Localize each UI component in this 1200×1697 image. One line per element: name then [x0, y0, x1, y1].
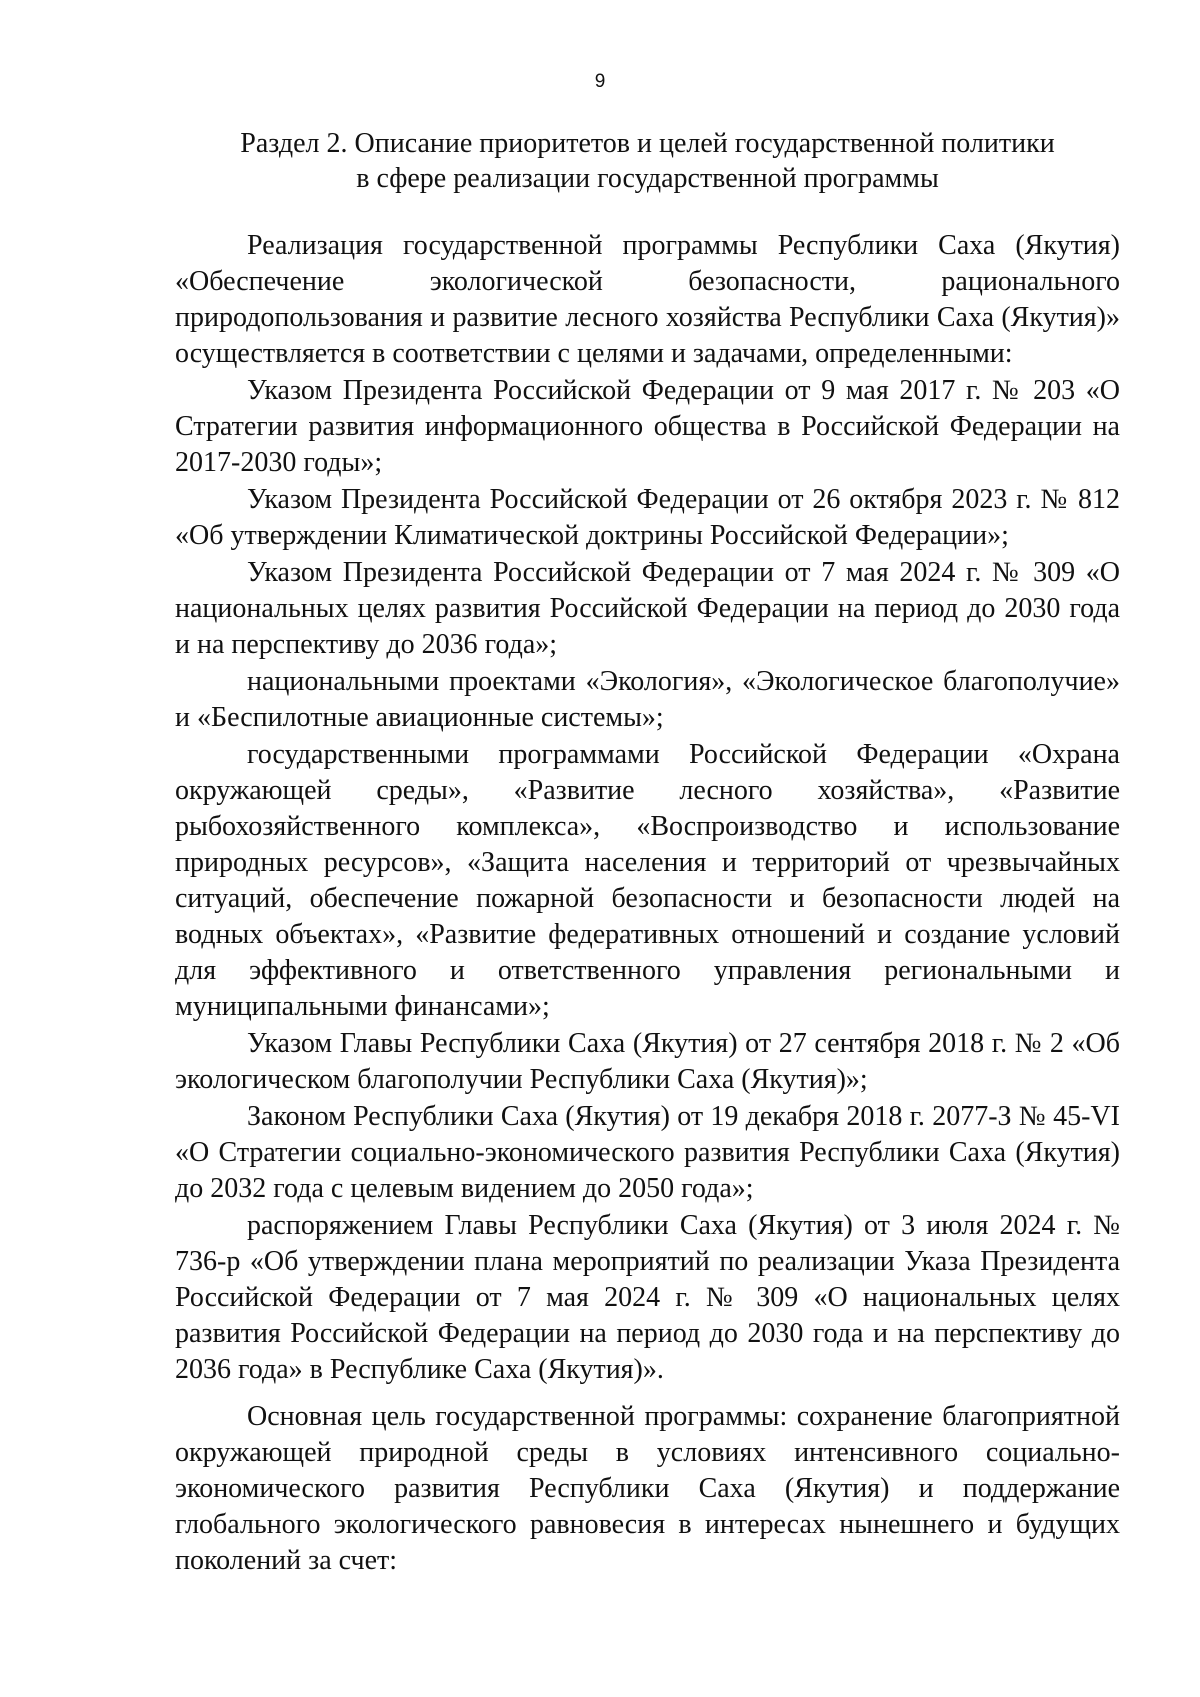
page-number: 9	[594, 71, 606, 92]
paragraph-national-projects: национальными проектами «Экология», «Экологическое благополучие» и «Беспилотные авиационные системы»;	[175, 666, 1120, 733]
section-heading	[175, 126, 1120, 196]
paragraph-order-2024: распоряжением Главы Республики Саха (Якутия) от 3 июля 2024 г. № 736-р «Об утверждении плана мероприятий по реализации Указа Президента Российской Федерации от 7 мая 2024 г. № 309 «О национальных целях развития Российской Федерации на период до 2030 года и на перспективу до 2036 года» в Республике Саха (Якутия)».	[175, 1210, 1120, 1385]
document-body	[175, 228, 1120, 1580]
section-heading-line-2: в сфере реализации государственной программы	[356, 163, 939, 194]
paragraph-decree-2017: Указом Президента Российской Федерации от 9 мая 2017 г. № 203 «О Стратегии развития информационного общества в Российской Федерации на 2017-2030 годы»;	[175, 375, 1120, 478]
paragraph-law-2018: Законом Республики Саха (Якутия) от 19 декабря 2018 г. 2077-З № 45-VI «О Стратегии социально-экономического развития Республики Саха (Якутия) до 2032 года с целевым видением до 2050 года»;	[175, 1101, 1120, 1204]
paragraph-decree-2024: Указом Президента Российской Федерации от 7 мая 2024 г. № 309 «О национальных целях развития Российской Федерации на период до 2030 года и на перспективу до 2036 года»;	[175, 557, 1120, 660]
paragraph-federal-programs: государственными программами Российской Федерации «Охрана окружающей среды», «Развитие лесного хозяйства», «Развитие рыбохозяйственного комплекса», «Воспроизводство и использование природных ресурсов», «Защита населения и территорий от чрезвычайных ситуаций, обеспечение пожарной безопасности и безопасности людей на водных объектах», «Развитие федеративных отношений и создание условий для эффективного и ответственного управления региональными и муниципальными финансами»;	[175, 739, 1120, 1022]
paragraph-head-decree-2018: Указом Главы Республики Саха (Якутия) от 27 сентября 2018 г. № 2 «Об экологическом благополучии Республики Саха (Якутия)»;	[175, 1028, 1120, 1095]
section-heading-line-1: Раздел 2. Описание приоритетов и целей государственной политики	[240, 128, 1055, 159]
paragraph-main-goal: Основная цель государственной программы: сохранение благоприятной окружающей природной среды в условиях интенсивного социально-экономического развития Республики Саха (Якутия) и поддержание глобального экологического равновесия в интересах нынешнего и будущих поколений за счет:	[175, 1401, 1120, 1576]
paragraph-program-intro: Реализация государственной программы Республики Саха (Якутия) «Обеспечение экологической безопасности, рационального природопользования и развитие лесного хозяйства Республики Саха (Якутия)» осуществляется в соответствии с целями и задачами, определенными:	[175, 230, 1120, 369]
paragraph-decree-2023: Указом Президента Российской Федерации от 26 октября 2023 г. № 812 «Об утверждении Климатической доктрины Российской Федерации»;	[175, 484, 1120, 551]
